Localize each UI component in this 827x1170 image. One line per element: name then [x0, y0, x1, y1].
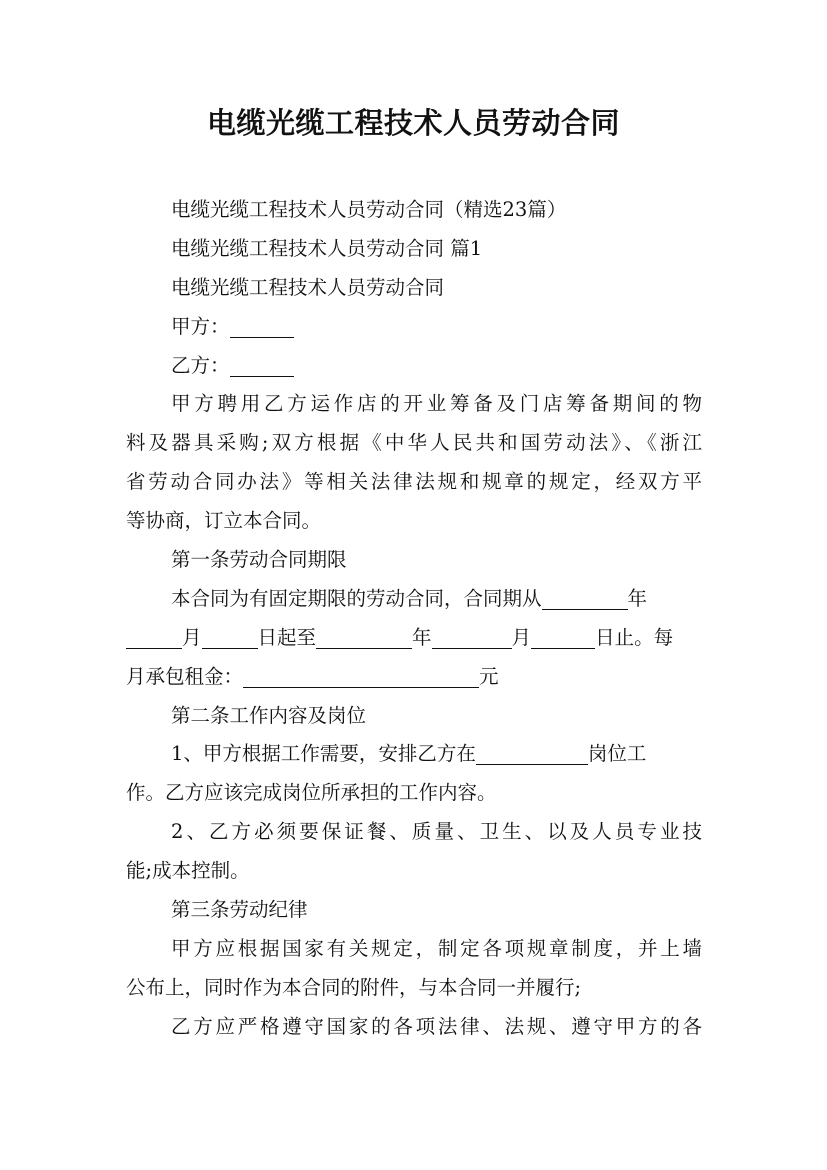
party-a-line: [126, 308, 702, 347]
paragraph-line: 电缆光缆工程技术人员劳动合同 篇1: [171, 236, 483, 260]
section-heading: 第二条工作内容及岗位: [171, 703, 367, 727]
position-blank: [476, 742, 588, 765]
text-segment: 日止。每: [595, 625, 674, 649]
paragraph-line: 公布上，同时作为本合同的附件，与本合同一并履行;: [126, 975, 582, 999]
month-blank: [126, 626, 182, 649]
paragraph-line: [126, 658, 702, 697]
year-blank: [542, 587, 628, 610]
paragraph-line: 料及器具采购;双方根据《中华人民共和国劳动法》、《浙江: [126, 431, 702, 455]
paragraph-line: 电缆光缆工程技术人员劳动合同: [171, 275, 445, 299]
document-body: [126, 191, 702, 1047]
text-segment: 岗位工: [587, 742, 647, 766]
end-year-blank: [316, 626, 412, 649]
document-title: 电缆光缆工程技术人员劳动合同: [206, 106, 620, 140]
text-segment: 年: [412, 625, 432, 649]
party-b-label: 乙方：: [171, 353, 230, 377]
paragraph-line: 甲方应根据国家有关规定，制定各项规章制度，并上墙: [171, 936, 702, 960]
section-heading: 第三条劳动纪律: [171, 898, 308, 922]
party-b-line: [126, 347, 702, 386]
party-b-blank: [230, 354, 294, 377]
paragraph-line: 甲方聘用乙方运作店的开业筹备及门店筹备期间的物: [171, 392, 702, 416]
paragraph-line: 能;成本控制。: [126, 859, 250, 883]
rent-blank: [243, 665, 479, 688]
text-segment: 元: [479, 664, 499, 688]
text-segment: 月承包租金：: [126, 664, 244, 688]
paragraph-line: 乙方应严格遵守国家的各项法律、法规、遵守甲方的各: [171, 1014, 702, 1038]
paragraph-line: 等协商，订立本合同。: [126, 509, 322, 533]
paragraph-line: [126, 580, 702, 619]
text-segment: 月: [182, 625, 202, 649]
paragraph-line: [126, 619, 702, 658]
end-month-blank: [432, 626, 512, 649]
end-day-blank: [531, 626, 595, 649]
party-a-blank: [230, 315, 294, 338]
text-segment: 本合同为有固定期限的劳动合同，合同期从: [171, 586, 542, 610]
text-segment: 月: [511, 625, 532, 649]
section-heading: 第一条劳动合同期限: [171, 548, 347, 572]
text-segment: 年: [627, 586, 648, 610]
paragraph-line: 省劳动合同办法》等相关法律法规和规章的规定，经双方平: [126, 470, 702, 494]
paragraph-line: 电缆光缆工程技术人员劳动合同（精选23篇）: [171, 198, 567, 221]
text-segment: 日起至: [257, 625, 317, 649]
day-blank: [202, 626, 258, 649]
party-a-label: 甲方：: [171, 314, 230, 338]
paragraph-line: 2、乙方必须要保证餐、质量、卫生、以及人员专业技: [171, 820, 702, 844]
text-segment: 1、甲方根据工作需要，安排乙方在: [171, 742, 476, 766]
paragraph-line: [126, 735, 702, 774]
paragraph-line: 作。乙方应该完成岗位所承担的工作内容。: [126, 781, 497, 805]
